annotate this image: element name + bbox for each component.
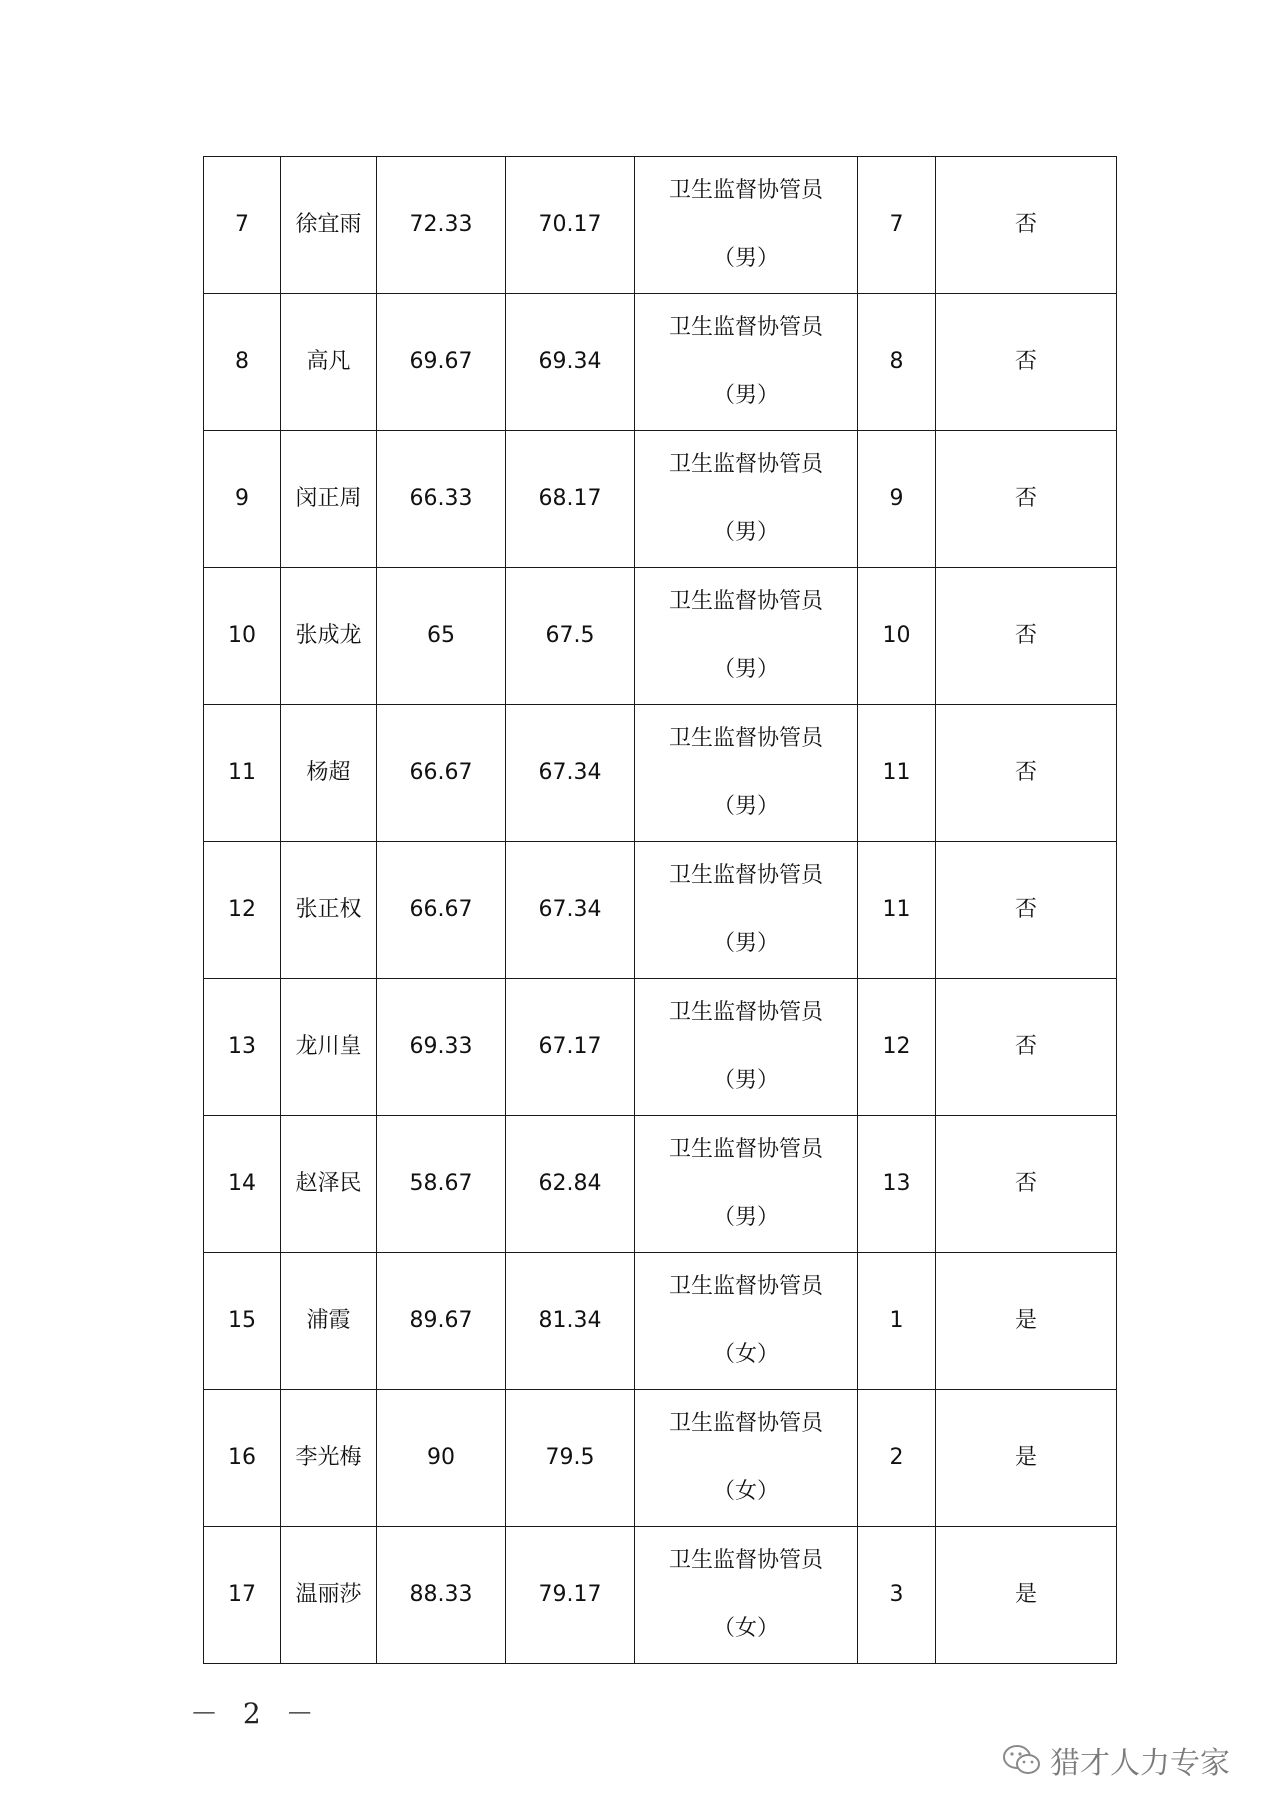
cell-name: 龙川皇 xyxy=(281,979,377,1116)
cell-total-score: 81.34 xyxy=(506,1253,635,1390)
cell-written-score: 88.33 xyxy=(377,1527,506,1664)
cell-number: 15 xyxy=(204,1253,281,1390)
table-row xyxy=(204,157,1117,294)
position-gender: （女） xyxy=(712,1342,779,1367)
cell-number: 17 xyxy=(204,1527,281,1664)
table-row xyxy=(204,979,1117,1116)
cell-selected: 否 xyxy=(936,1116,1117,1253)
table-row xyxy=(204,1390,1117,1527)
cell-selected: 否 xyxy=(936,294,1117,431)
position-gender: （男） xyxy=(712,1205,779,1230)
position-gender: （男） xyxy=(712,246,779,271)
table-row xyxy=(204,705,1117,842)
results-table xyxy=(203,156,1117,1664)
position-title: 卫生监督协管员 xyxy=(668,1548,823,1573)
table-row xyxy=(204,1116,1117,1253)
position-gender: （男） xyxy=(712,794,779,819)
position-gender: （男） xyxy=(712,1068,779,1093)
cell-position xyxy=(635,568,858,705)
cell-rank: 7 xyxy=(858,157,936,294)
cell-total-score: 79.17 xyxy=(506,1527,635,1664)
cell-selected: 否 xyxy=(936,157,1117,294)
cell-selected: 是 xyxy=(936,1253,1117,1390)
cell-total-score: 69.34 xyxy=(506,294,635,431)
position-title: 卫生监督协管员 xyxy=(668,315,823,340)
cell-rank: 3 xyxy=(858,1527,936,1664)
cell-rank: 9 xyxy=(858,431,936,568)
cell-name: 温丽莎 xyxy=(281,1527,377,1664)
cell-name: 闵正周 xyxy=(281,431,377,568)
position-gender: （男） xyxy=(712,383,779,408)
cell-name: 张成龙 xyxy=(281,568,377,705)
cell-number: 12 xyxy=(204,842,281,979)
cell-name: 浦霞 xyxy=(281,1253,377,1390)
cell-position xyxy=(635,294,858,431)
cell-selected: 否 xyxy=(936,979,1117,1116)
cell-total-score: 68.17 xyxy=(506,431,635,568)
cell-number: 13 xyxy=(204,979,281,1116)
cell-position xyxy=(635,979,858,1116)
cell-number: 9 xyxy=(204,431,281,568)
cell-position xyxy=(635,431,858,568)
position-title: 卫生监督协管员 xyxy=(668,452,823,477)
position-gender: （男） xyxy=(712,931,779,956)
table-row xyxy=(204,568,1117,705)
cell-total-score: 70.17 xyxy=(506,157,635,294)
position-title: 卫生监督协管员 xyxy=(668,863,823,888)
page-number: － 2 － xyxy=(190,1697,322,1730)
cell-selected: 否 xyxy=(936,705,1117,842)
position-gender: （女） xyxy=(712,1479,779,1504)
table-row xyxy=(204,842,1117,979)
position-gender: （男） xyxy=(712,520,779,545)
cell-rank: 8 xyxy=(858,294,936,431)
cell-name: 赵泽民 xyxy=(281,1116,377,1253)
cell-written-score: 66.67 xyxy=(377,705,506,842)
cell-total-score: 67.34 xyxy=(506,705,635,842)
cell-number: 11 xyxy=(204,705,281,842)
cell-position xyxy=(635,1253,858,1390)
cell-rank: 12 xyxy=(858,979,936,1116)
results-table-body xyxy=(204,157,1117,1664)
watermark-text: 猎才人力专家 xyxy=(1050,1746,1230,1781)
cell-number: 10 xyxy=(204,568,281,705)
cell-rank: 11 xyxy=(858,842,936,979)
position-title: 卫生监督协管员 xyxy=(668,1137,823,1162)
cell-selected: 否 xyxy=(936,842,1117,979)
cell-number: 7 xyxy=(204,157,281,294)
cell-written-score: 69.33 xyxy=(377,979,506,1116)
position-gender: （男） xyxy=(712,657,779,682)
cell-written-score: 69.67 xyxy=(377,294,506,431)
cell-selected: 否 xyxy=(936,431,1117,568)
cell-selected: 是 xyxy=(936,1390,1117,1527)
cell-name: 李光梅 xyxy=(281,1390,377,1527)
position-title: 卫生监督协管员 xyxy=(668,1000,823,1025)
cell-number: 14 xyxy=(204,1116,281,1253)
cell-position xyxy=(635,842,858,979)
cell-position xyxy=(635,157,858,294)
cell-number: 16 xyxy=(204,1390,281,1527)
cell-rank: 13 xyxy=(858,1116,936,1253)
cell-written-score: 65 xyxy=(377,568,506,705)
cell-total-score: 67.5 xyxy=(506,568,635,705)
position-gender: （女） xyxy=(712,1616,779,1641)
cell-name: 张正权 xyxy=(281,842,377,979)
cell-total-score: 67.34 xyxy=(506,842,635,979)
position-title: 卫生监督协管员 xyxy=(668,589,823,614)
cell-written-score: 66.33 xyxy=(377,431,506,568)
position-title: 卫生监督协管员 xyxy=(668,1274,823,1299)
cell-total-score: 79.5 xyxy=(506,1390,635,1527)
cell-written-score: 66.67 xyxy=(377,842,506,979)
cell-name: 徐宜雨 xyxy=(281,157,377,294)
cell-name: 杨超 xyxy=(281,705,377,842)
watermark xyxy=(1002,1738,1230,1782)
position-title: 卫生监督协管员 xyxy=(668,1411,823,1436)
cell-name: 高凡 xyxy=(281,294,377,431)
table-row xyxy=(204,294,1117,431)
position-title: 卫生监督协管员 xyxy=(668,178,823,203)
cell-rank: 2 xyxy=(858,1390,936,1527)
cell-position xyxy=(635,1527,858,1664)
cell-position xyxy=(635,705,858,842)
cell-selected: 是 xyxy=(936,1527,1117,1664)
cell-position xyxy=(635,1116,858,1253)
cell-total-score: 67.17 xyxy=(506,979,635,1116)
cell-number: 8 xyxy=(204,294,281,431)
cell-written-score: 72.33 xyxy=(377,157,506,294)
cell-selected: 否 xyxy=(936,568,1117,705)
cell-written-score: 90 xyxy=(377,1390,506,1527)
cell-written-score: 89.67 xyxy=(377,1253,506,1390)
cell-written-score: 58.67 xyxy=(377,1116,506,1253)
table-row xyxy=(204,1253,1117,1390)
cell-rank: 11 xyxy=(858,705,936,842)
wechat-icon xyxy=(1002,1743,1042,1777)
cell-position xyxy=(635,1390,858,1527)
table-row xyxy=(204,431,1117,568)
cell-rank: 1 xyxy=(858,1253,936,1390)
table-row xyxy=(204,1527,1117,1664)
cell-rank: 10 xyxy=(858,568,936,705)
cell-total-score: 62.84 xyxy=(506,1116,635,1253)
position-title: 卫生监督协管员 xyxy=(668,726,823,751)
